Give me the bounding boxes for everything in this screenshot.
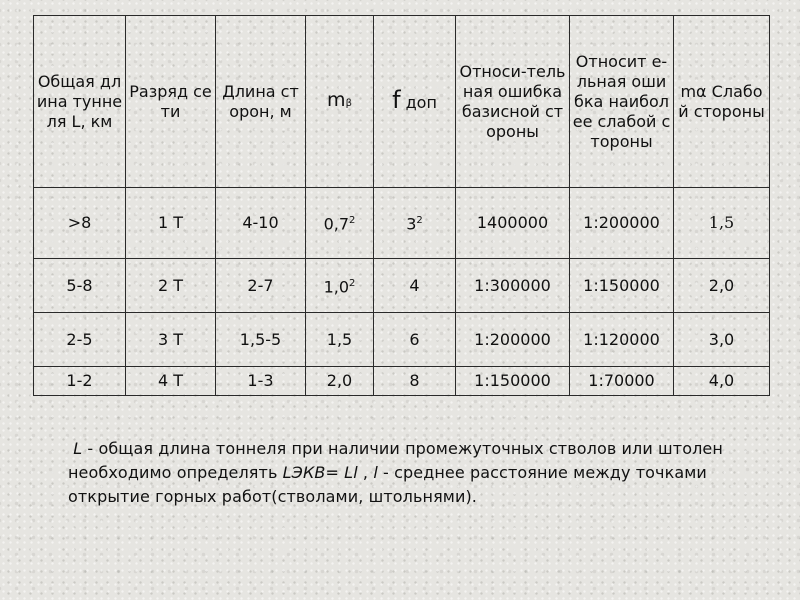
note-L: L: [73, 439, 83, 458]
table-header-row: [34, 16, 770, 188]
cell-base-error: 1:150000: [456, 367, 570, 396]
header-network-rank: Разряд сети: [126, 16, 216, 188]
cell-rank: 4 Т: [126, 367, 216, 396]
note-l: l: [373, 463, 378, 482]
note-formula: LЭКВ= Ll: [282, 463, 358, 482]
header-m-beta: [306, 16, 374, 188]
footnote-text: [68, 437, 773, 509]
cell-m-beta: 1,5: [306, 313, 374, 367]
cell-base-error: 1:300000: [456, 259, 570, 313]
table-row: [34, 259, 770, 313]
header-m-alpha: mα Слабой стороны: [674, 16, 770, 188]
cell-m-alpha: 2,0: [674, 259, 770, 313]
cell-m-alpha: 4,0: [674, 367, 770, 396]
cell-sides: 1-3: [216, 367, 306, 396]
cell-weak-error: 1:200000: [570, 188, 674, 259]
beta-subscript: β: [345, 97, 352, 109]
table-row: [34, 367, 770, 396]
cell-f-dop: 6: [374, 313, 456, 367]
cell-base-error: 1:200000: [456, 313, 570, 367]
cell-weak-error: 1:120000: [570, 313, 674, 367]
cell-length: 2-5: [34, 313, 126, 367]
cell-weak-error: 1:150000: [570, 259, 674, 313]
dop-subscript: доп: [405, 93, 437, 112]
header-f-dop: [374, 16, 456, 188]
table-row: [34, 313, 770, 367]
cell-m-beta: $1,0^2$: [306, 259, 374, 313]
cell-length: >8: [34, 188, 126, 259]
cell-sides: 4-10: [216, 188, 306, 259]
cell-m-alpha: 3,0: [674, 313, 770, 367]
header-tunnel-length: Общая длина туннеля L, км: [34, 16, 126, 188]
f-symbol: f: [392, 86, 401, 114]
cell-m-beta: $0,7^2$: [306, 188, 374, 259]
cell-sides: 2-7: [216, 259, 306, 313]
cell-f-dop: 8: [374, 367, 456, 396]
tunnel-network-table: [33, 15, 770, 396]
cell-m-alpha: 1,5: [674, 188, 770, 259]
header-side-length: Длина сторон, м: [216, 16, 306, 188]
note-text-2: - среднее расстояние между точками открытие горных работ(стволами, штольнями).: [68, 463, 707, 506]
header-base-side-error: Относи-тельная ошибка базисной стороны: [456, 16, 570, 188]
header-weak-side-error: Относит е-льная ошибка наиболее слабой стороны: [570, 16, 674, 188]
cell-f-dop: 4: [374, 259, 456, 313]
cell-m-beta: 2,0: [306, 367, 374, 396]
cell-f-dop: $3^2$: [374, 188, 456, 259]
cell-base-error: 1400000: [456, 188, 570, 259]
cell-weak-error: 1:70000: [570, 367, 674, 396]
cell-rank: 2 Т: [126, 259, 216, 313]
cell-sides: 1,5-5: [216, 313, 306, 367]
cell-rank: 3 Т: [126, 313, 216, 367]
cell-rank: 1 Т: [126, 188, 216, 259]
cell-length: 1-2: [34, 367, 126, 396]
table-row: [34, 188, 770, 259]
note-text-1: - общая длина тоннеля при наличии промежуточных стволов или штолен необходимо определять: [68, 439, 723, 482]
note-sep: ,: [357, 463, 374, 482]
m-symbol: m: [327, 88, 346, 111]
cell-length: 5-8: [34, 259, 126, 313]
